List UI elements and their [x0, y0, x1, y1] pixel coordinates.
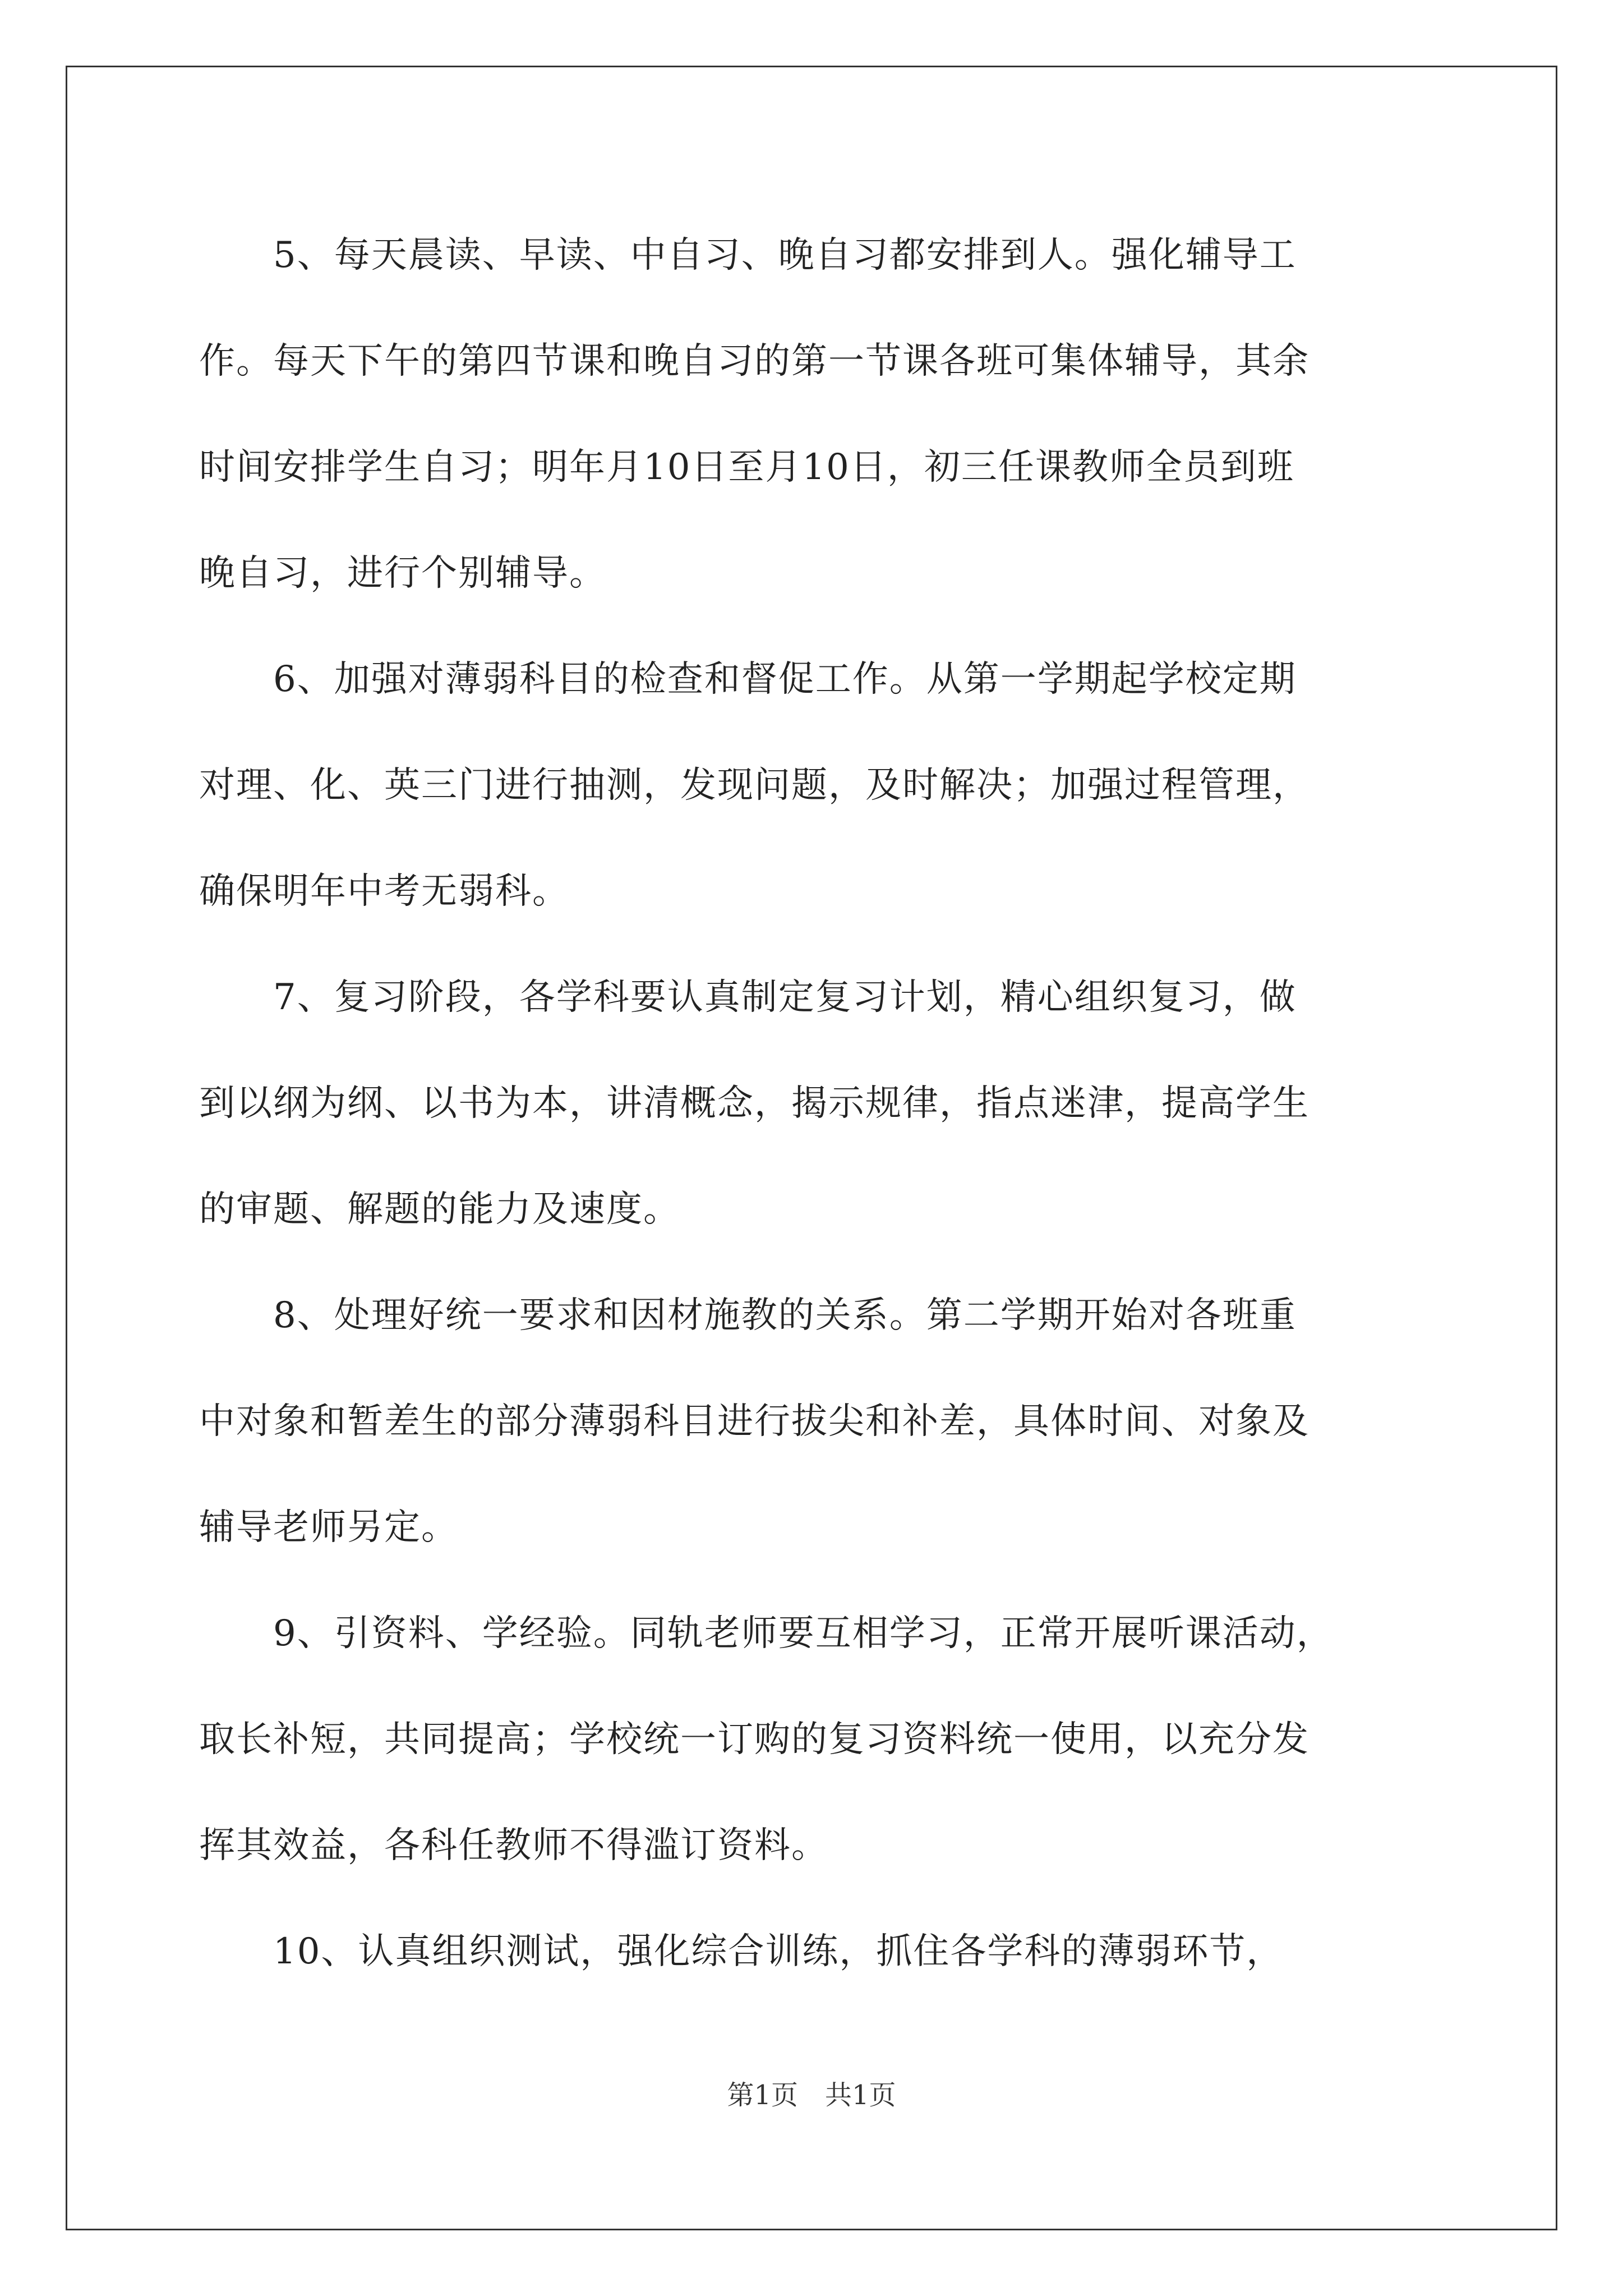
text-line: 作。每天下午的第四节课和晚自习的第一节课各班可集体辅导，其余: [199, 341, 1310, 382]
text-line: 9、引资料、学经验。同轨老师要互相学习，正常开展听课活动，: [199, 1613, 1334, 1654]
text-line: 确保明年中考无弱科。: [199, 871, 569, 912]
text-line: 10、认真组织测试，强化综合训练，抓住各学科的薄弱环节，: [199, 1931, 1284, 1972]
text-line: 对理、化、英三门进行抽测，发现问题，及时解决；加强过程管理，: [199, 765, 1310, 806]
text-line: 8、处理好统一要求和因材施教的关系。第二学期开始对各班重: [199, 1295, 1297, 1336]
text-line: 7、复习阶段，各学科要认真制定复习计划，精心组织复习，做: [199, 977, 1297, 1018]
text-line: 时间安排学生自习；明年月10日至月10日，初三任课教师全员到班: [199, 447, 1294, 488]
text-line: 中对象和暂差生的部分薄弱科目进行拔尖和补差，具体时间、对象及: [199, 1401, 1310, 1442]
text-line: 到以纲为纲、以书为本，讲清概念，揭示规律，指点迷津，提高学生: [199, 1083, 1310, 1124]
text-line: 6、加强对薄弱科目的检查和督促工作。从第一学期起学校定期: [199, 659, 1297, 700]
text-line: 取长补短，共同提高；学校统一订购的复习资料统一使用，以充分发: [199, 1719, 1310, 1760]
text-line: 晚自习，进行个别辅导。: [199, 553, 606, 594]
page-number-footer: 第1页 共1页: [727, 2079, 896, 2111]
text-line: 的审题、解题的能力及速度。: [199, 1189, 680, 1230]
text-line: 辅导老师另定。: [199, 1507, 458, 1548]
text-line: 挥其效益，各科任教师不得滥订资料。: [199, 1825, 828, 1866]
text-line: 5、每天晨读、早读、中自习、晚自习都安排到人。强化辅导工: [199, 234, 1297, 276]
